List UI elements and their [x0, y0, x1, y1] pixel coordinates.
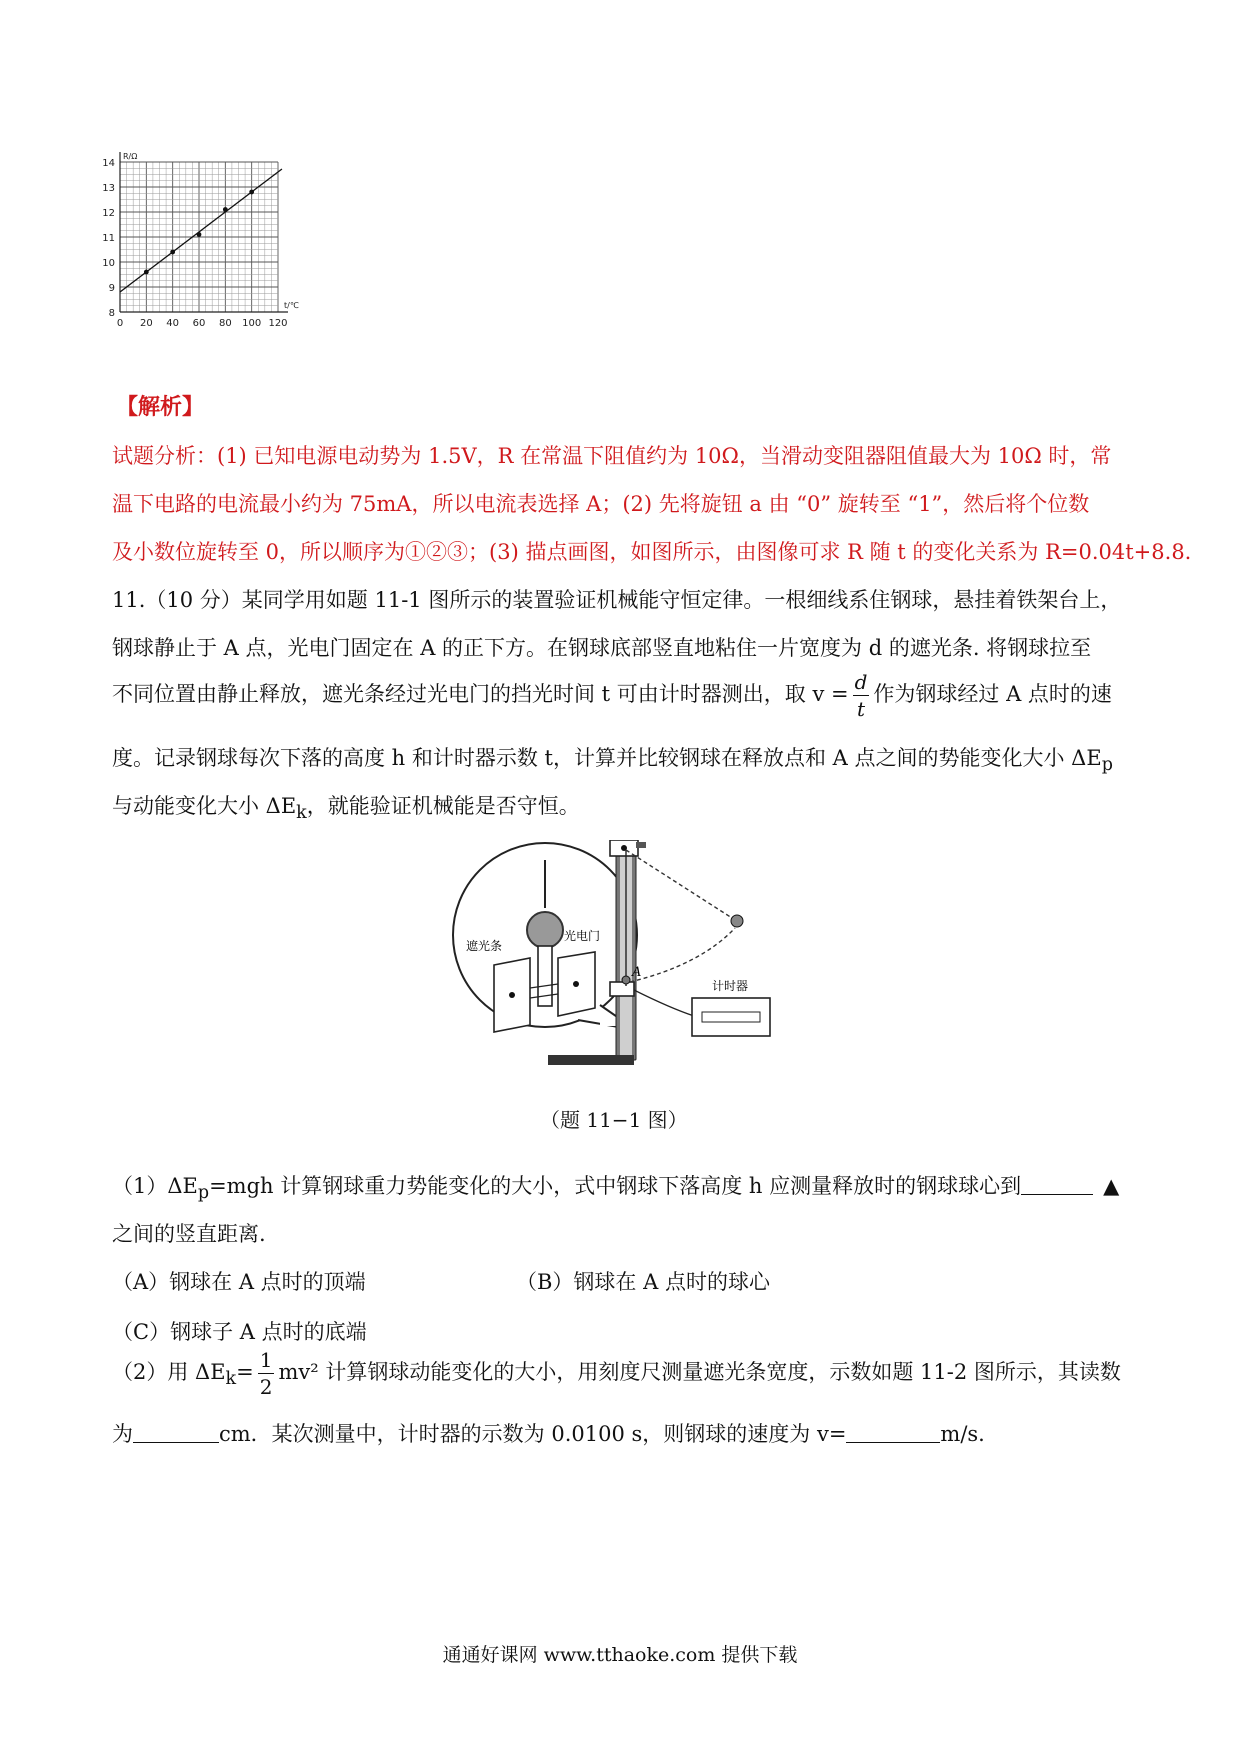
sub1-line-2: 之间的竖直距离.: [112, 1222, 266, 1246]
x-axis-label: t/℃: [284, 301, 299, 310]
data-point: [223, 207, 228, 212]
answer-blank-1[interactable]: [1021, 1176, 1093, 1195]
r-t-graph: [100, 150, 320, 365]
velocity-fraction: $\frac{d}{t}$: [854, 670, 868, 721]
half-fraction: $\frac{1}{2}$: [259, 1348, 273, 1399]
option-B: （B）钢球在 A 点时的球心: [516, 1270, 770, 1294]
answer-blank-2[interactable]: [133, 1424, 219, 1443]
y-tick-label: 13: [102, 183, 115, 194]
x-tick-label: 40: [166, 318, 180, 329]
question-line-5: 与动能变化大小 $\Delta E_k$，就能验证机械能是否守恒。: [112, 794, 580, 824]
answer-mark: ▲: [1103, 1174, 1120, 1198]
label-guangdianmen: 光电门: [564, 929, 601, 943]
y-tick-label: 9: [108, 283, 115, 294]
figure-caption: （题 11−1 图）: [540, 1108, 688, 1132]
x-tick-label: 100: [242, 318, 262, 329]
analysis-line-1: 试题分析：(1) 已知电源电动势为 1.5V，R 在常温下阻值约为 10Ω，当滑动变阻器阻值最大为 10Ω 时，常: [112, 444, 1112, 468]
ball-detail: [527, 912, 563, 948]
apparatus-figure: [450, 840, 790, 1090]
question-line-1: 11.（10 分）某同学用如题 11-1 图所示的装置验证机械能守恒定律。一根细线系住钢球，悬挂着铁架台上，: [112, 588, 1122, 612]
option-C: （C）钢球子 A 点时的底端: [112, 1320, 367, 1344]
label-timer: 计时器: [712, 979, 749, 993]
data-point: [197, 232, 202, 237]
x-tick-label: 20: [139, 318, 153, 329]
x-tick-label: 60: [192, 318, 206, 329]
sub1-line-1: $(1)\Delta E_p=mgh$ 计算钢球重力势能变化的大小，式中钢球下落高度 h 应测量释放时的钢球球心到 ▲: [112, 1174, 1120, 1204]
analysis-heading: 【解析】: [116, 394, 205, 420]
ball: [731, 915, 743, 927]
data-point: [170, 250, 175, 255]
question-line-3: 不同位置由静止释放，遮光条经过光电门的挡光时间 t 可由计时器测出，取 v = $\frac{d}{t}$ 作为钢球经过 A 点时的速: [112, 670, 1112, 721]
question-line-4: 度。记录钢球每次下落的高度 h 和计时器示数 t，计算并比较钢球在释放点和 A 点之间的势能变化大小 $\Delta E_p$: [112, 746, 1113, 776]
data-point: [144, 270, 149, 275]
y-axis-label: R/Ω: [123, 152, 138, 161]
question-line-2: 钢球静止于 A 点，光电门固定在 A 的正下方。在钢球底部竖直地粘住一片宽度为 d 的遮光条. 将钢球拉至: [112, 636, 1092, 660]
label-zheguangtiao: 遮光条: [466, 939, 503, 953]
y-tick-label: 14: [102, 158, 115, 169]
x-tick-label: 0: [116, 318, 124, 329]
analysis-line-3: 及小数位旋转至 0，所以顺序为①②③；(3) 描点画图，如图所示，由图像可求 R 随 t 的变化关系为 R=0.04t+8.8.: [112, 540, 1192, 564]
sub2-line-1: （2）用 $\Delta E_k=$ $\frac{1}{2}$ mv² 计算钢球动能变化的大小，用刻度尺测量遮光条宽度，示数如题 11-2 图所示，其读数: [112, 1348, 1121, 1399]
y-tick-label: 12: [102, 208, 115, 219]
footer: 通通好课网 www.tthaoke.com 提供下载: [442, 1644, 798, 1666]
analysis-line-2: 温下电路的电流最小约为 75mA，所以电流表选择 A；(2) 先将旋钮 a 由 “0” 旋转至 “1”，然后将个位数: [112, 492, 1090, 516]
label-A: A: [632, 965, 642, 980]
y-tick-label: 8: [108, 308, 115, 319]
answer-blank-3[interactable]: [846, 1424, 940, 1443]
x-tick-label: 120: [268, 318, 288, 329]
sub2-line-2: 为 cm．某次测量中，计时器的示数为 0.0100 s，则钢球的速度为 v= m/s.: [112, 1422, 985, 1446]
data-point: [249, 190, 254, 195]
y-tick-label: 11: [102, 233, 115, 244]
option-A: （A）钢球在 A 点时的顶端: [112, 1270, 366, 1294]
x-tick-label: 80: [218, 318, 232, 329]
y-tick-label: 10: [102, 258, 115, 269]
